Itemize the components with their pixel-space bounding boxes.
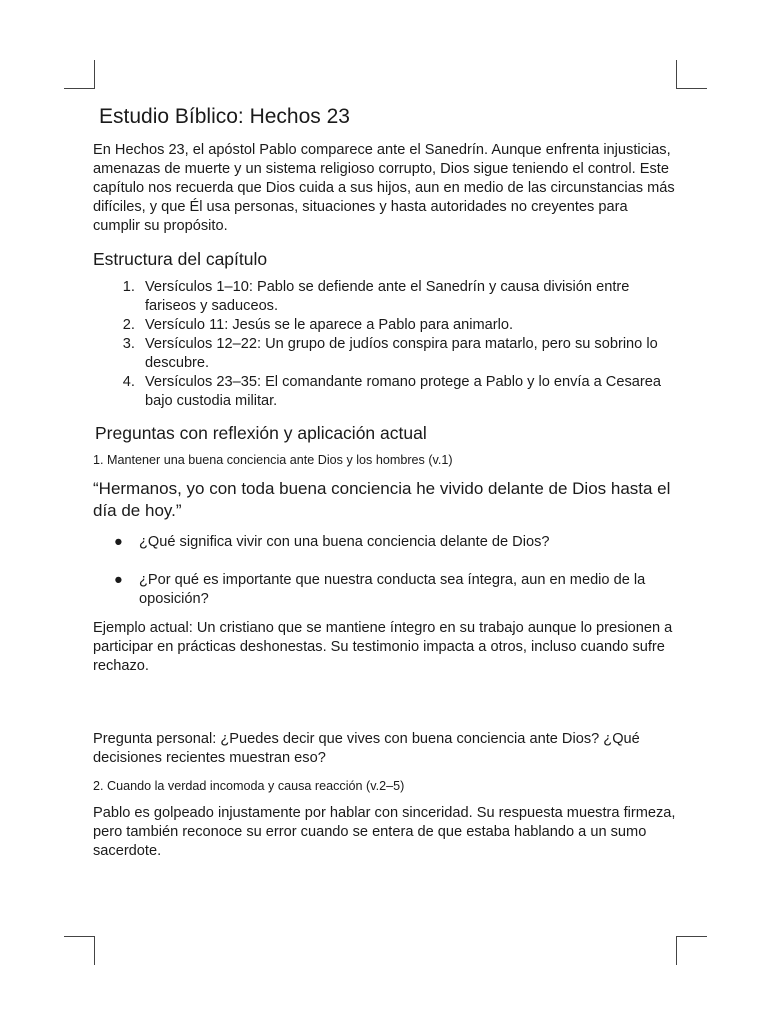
structure-item: 1. Versículos 1–10: Pablo se defiende ante el Sanedrín y causa división entre fariseos y saduceos. [139, 278, 678, 316]
crop-mark-top-left [64, 60, 95, 89]
list-item-text: ¿Qué significa vivir con una buena conciencia delante de Dios? [139, 534, 550, 551]
section2-title: 2. Cuando la verdad incomoda y causa reacción (v.2–5) [93, 779, 405, 794]
list-item-text: ¿Por qué es importante que nuestra conducta sea íntegra, aun en medio de la oposición? [139, 572, 646, 608]
section1-questions-list [93, 533, 678, 609]
structure-item: 2. Versículo 11: Jesús se le aparece a Pablo para animarlo. [139, 316, 678, 335]
document-page [93, 100, 678, 861]
structure-item: 3. Versículos 12–22: Un grupo de judíos conspira para matarlo, pero su sobrino lo descubre. [139, 335, 678, 373]
structure-heading: Estructura del capítulo [93, 249, 268, 270]
spacer [93, 676, 678, 730]
crop-mark-bottom-left [64, 936, 95, 965]
section1-quote: “Hermanos, yo con toda buena conciencia he vivido delante de Dios hasta el día de hoy.” [93, 479, 671, 521]
crop-mark-top-right [676, 60, 707, 89]
intro-paragraph: En Hechos 23, el apóstol Pablo comparece ante el Sanedrín. Aunque enfrenta injusticias, amenazas de muerte y un sistema religioso corrupto, Dios sigue teniendo el control. Este capítulo nos recuerda que Dios cuida a sus hijos, aun en medio de las circunstancias más difíciles, y que Él usa personas, situaciones y hasta autoridades no creyentes para cumplir su propósito. [93, 142, 675, 235]
bullet-icon: ● [114, 534, 123, 551]
list-item [93, 571, 678, 609]
section2-text: Pablo es golpeado injustamente por hablar con sinceridad. Su respuesta muestra firmeza, pero también reconoce su error cuando se entera de que estaba hablando a un sumo sacerdote. [93, 805, 676, 860]
section1-example: Ejemplo actual: Un cristiano que se mantiene íntegro en su trabajo aunque lo presionen a participar en prácticas deshonestas. Su testimonio impacta a otros, incluso cuando sufre rechazo. [93, 620, 673, 675]
section1-title: 1. Mantener una buena conciencia ante Dios y los hombres (v.1) [93, 453, 453, 468]
questions-heading: Preguntas con reflexión y aplicación actual [95, 423, 427, 444]
list-item [93, 533, 678, 552]
page-title: Estudio Bíblico: Hechos 23 [99, 105, 350, 128]
section1-personal-question: Pregunta personal: ¿Puedes decir que vives con buena conciencia ante Dios? ¿Qué decisiones recientes muestran eso? [93, 731, 640, 767]
crop-mark-bottom-right [676, 936, 707, 965]
structure-list [93, 278, 678, 411]
structure-item: 4. Versículos 23–35: El comandante romano protege a Pablo y lo envía a Cesarea bajo custodia militar. [139, 373, 678, 411]
bullet-icon: ● [114, 572, 123, 589]
